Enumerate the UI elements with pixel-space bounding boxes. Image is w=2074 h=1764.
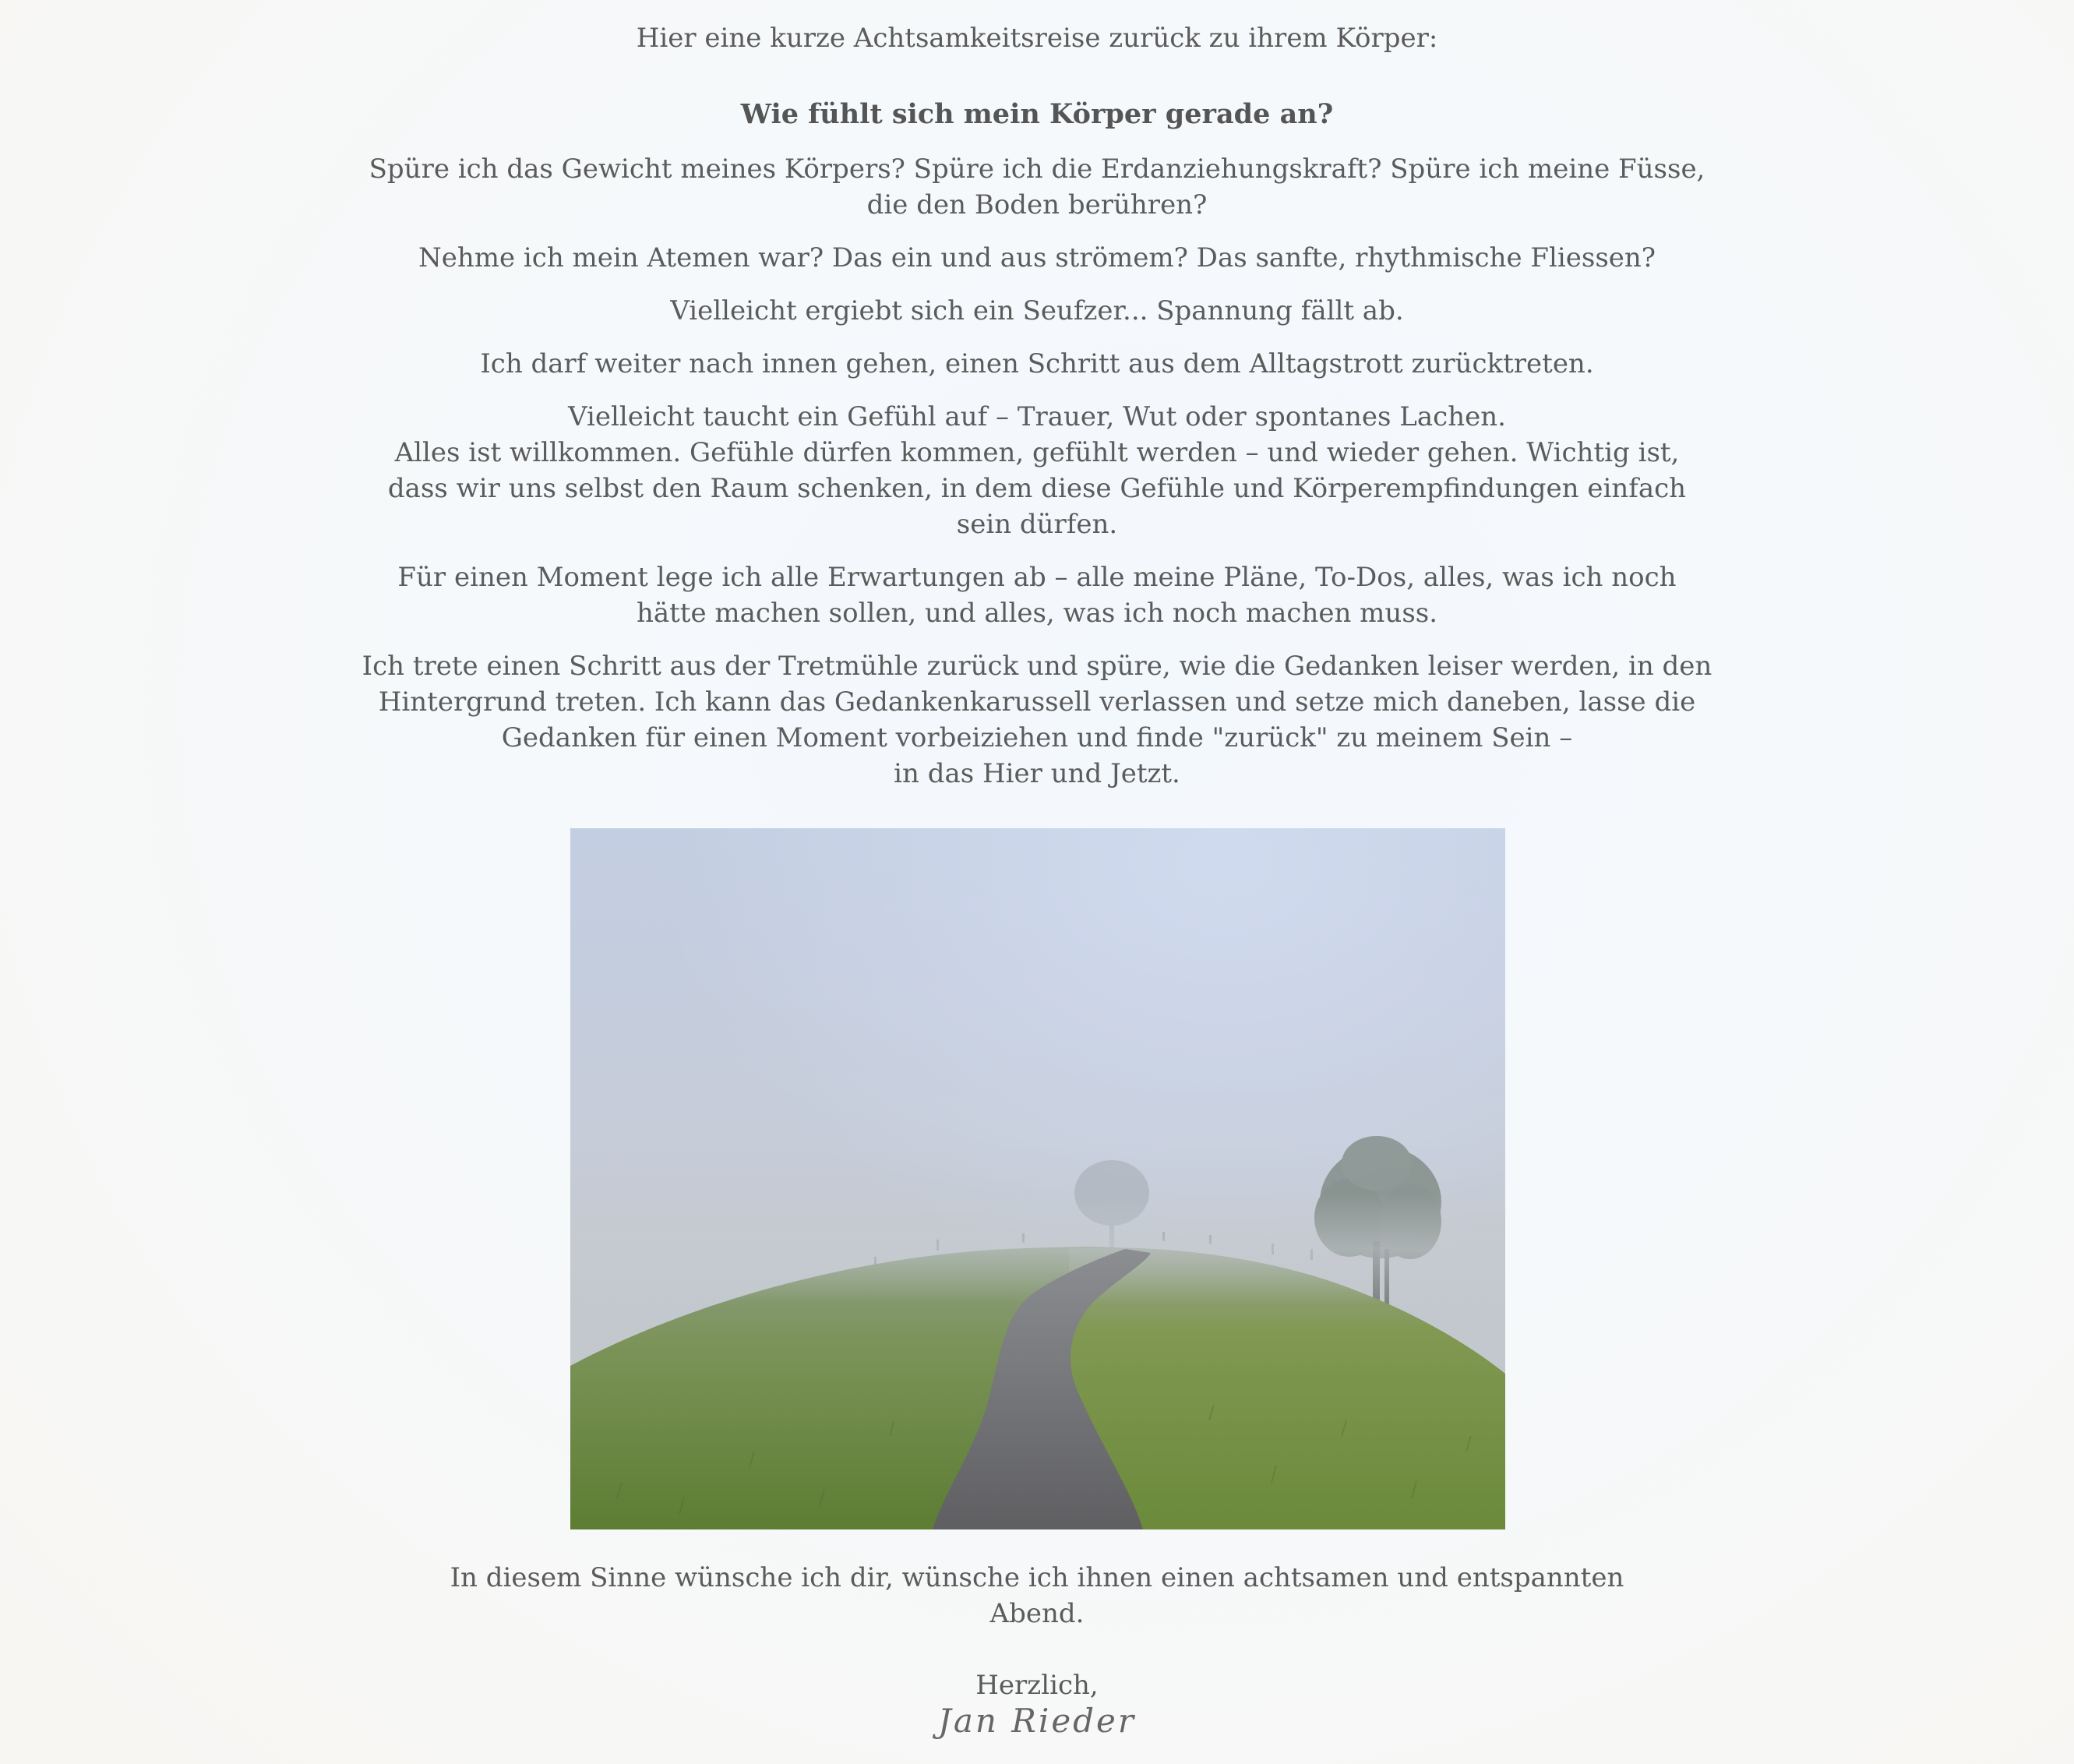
- paragraph-line: Für einen Moment lege ich alle Erwartungen ab – alle meine Pläne, To-Dos, alles, was ich noch: [397, 562, 1677, 593]
- paragraph-line: Nehme ich mein Atemen war? Das ein und aus strömem? Das sanfte, rhythmische Fliessen?: [418, 242, 1656, 273]
- paragraph-breathing: [0, 240, 2074, 276]
- closing-wish: [0, 1560, 2074, 1632]
- paragraph-body-weight: [0, 151, 2074, 223]
- paragraph-line: sein dürfen.: [956, 509, 1118, 540]
- paragraph-line: Ich darf weiter nach innen gehen, einen Schritt aus dem Alltagstrott zurücktreten.: [480, 348, 1594, 379]
- paragraph-line: Hintergrund treten. Ich kann das Gedankenkarussell verlassen und setze mich daneben, lasse die: [378, 686, 1696, 718]
- paragraph-inward: [0, 346, 2074, 382]
- paragraph-line: Vielleicht taucht ein Gefühl auf – Trauer, Wut oder spontanes Lachen.: [568, 401, 1506, 432]
- intro-text: Hier eine kurze Achtsamkeitsreise zurück zu ihrem Körper:: [636, 23, 1438, 54]
- paragraph-sigh: [0, 293, 2074, 329]
- paragraph-line: Alles ist willkommen. Gefühle dürfen kommen, gefühlt werden – und wieder gehen. Wichtig ist,: [394, 437, 1680, 468]
- paragraph-feelings: [0, 399, 2074, 542]
- paragraph-line: Vielleicht ergiebt sich ein Seufzer... Spannung fällt ab.: [670, 295, 1404, 326]
- paragraph-line: Gedanken für einen Moment vorbeiziehen und finde "zurück" zu meinem Sein –: [501, 722, 1573, 753]
- closing-line: In diesem Sinne wünsche ich dir, wünsche ich ihnen einen achtsamen und entspannten: [450, 1562, 1624, 1593]
- paragraph-line: Ich trete einen Schritt aus der Tretmühle zurück und spüre, wie die Gedanken leiser werden, in den: [362, 651, 1712, 682]
- paragraph-line: hätte machen sollen, und alles, was ich noch machen muss.: [636, 598, 1438, 629]
- paragraph-expectations: [0, 559, 2074, 631]
- section-heading: Wie fühlt sich mein Körper gerade an?: [740, 98, 1334, 130]
- paragraph-line: Spüre ich das Gewicht meines Körpers? Spüre ich die Erdanziehungskraft? Spüre ich meine Füsse,: [369, 153, 1705, 185]
- closing-line: Abend.: [989, 1598, 1085, 1629]
- paragraph-line: dass wir uns selbst den Raum schenken, in dem diese Gefühle und Körperempfindungen einfach: [387, 473, 1687, 504]
- paragraph-line: in das Hier und Jetzt.: [894, 758, 1180, 789]
- foggy-path-photo: [570, 828, 1505, 1529]
- paragraph-treadmill: [0, 648, 2074, 792]
- paragraph-line: die den Boden berühren?: [866, 189, 1208, 220]
- foggy-landscape-image: [570, 828, 1505, 1529]
- signature: Jan Rieder: [937, 1702, 1136, 1740]
- greeting: Herzlich,: [975, 1670, 1099, 1701]
